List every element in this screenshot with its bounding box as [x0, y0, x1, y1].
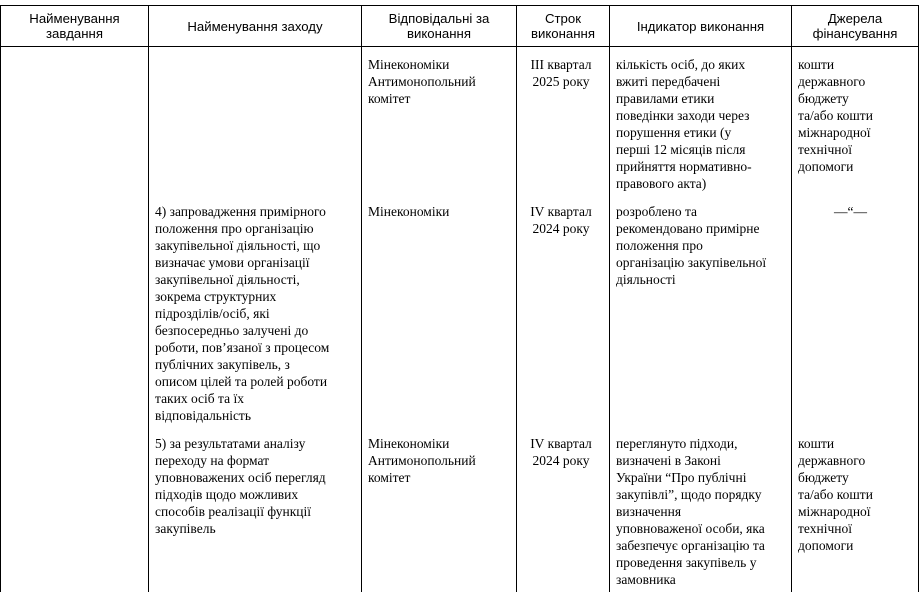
text-line: переходу на формат [155, 453, 269, 468]
text-line: кошти [798, 436, 835, 451]
text-line: діяльності [616, 272, 676, 287]
header-funding: Джерела фінансування [791, 5, 919, 47]
text-line: Мінекономіки [368, 204, 450, 219]
indicator-cell [616, 203, 766, 288]
text-line: допомоги [798, 538, 854, 553]
text-line: положення про [616, 238, 703, 253]
text-line: підходів щодо можливих [155, 487, 299, 502]
text-line: правового акта) [616, 176, 707, 191]
text-line: кількість осіб, до яких [616, 57, 746, 72]
funding-cell [798, 56, 873, 175]
text-line: бюджету [798, 470, 849, 485]
text-line: комітет [368, 470, 411, 485]
text-line: роботи, пов’язаної з процесом [155, 340, 330, 355]
deadline-cell [522, 203, 600, 237]
text-line: технічної [798, 142, 852, 157]
text-line: переглянуто підходи, [616, 436, 738, 451]
funding-cell-ditto [834, 203, 867, 220]
text-line: IV квартал [530, 436, 592, 451]
text-line: бюджету [798, 91, 849, 106]
text-line: 2024 року [532, 221, 590, 236]
text-line: правилами етики [616, 91, 715, 106]
text-line: публічних закупівель, з [155, 357, 290, 372]
text-line: Мінекономіки [368, 57, 450, 72]
text-line: 2025 року [532, 74, 590, 89]
text-line: 2024 року [532, 453, 590, 468]
text-line: забезпечує організацію та [616, 538, 765, 553]
column-divider [609, 47, 610, 592]
text-line: та/або кошти [798, 487, 873, 502]
text-line: розроблено та [616, 204, 697, 219]
text-line: вжиті передбачені [616, 74, 721, 89]
text-line: перші 12 місяців після [616, 142, 746, 157]
text-line: відповідальність [155, 408, 251, 423]
responsible-cell [368, 203, 449, 220]
text-line: та/або кошти [798, 108, 873, 123]
text-line: кошти [798, 57, 835, 72]
column-divider [148, 47, 149, 592]
column-divider [918, 47, 919, 592]
text-line: 4) запровадження примірного [155, 204, 326, 219]
text-line: міжнародної [798, 504, 871, 519]
text-line: підрозділів/осіб, які [155, 306, 270, 321]
text-line: закупівельної діяльності, [155, 272, 300, 287]
text-line: України “Про публічні [616, 470, 747, 485]
text-line: допомоги [798, 159, 854, 174]
text-line: державного [798, 453, 866, 468]
text-line: прийняття нормативно- [616, 159, 752, 174]
funding-cell [798, 435, 873, 554]
text-line: міжнародної [798, 125, 871, 140]
column-divider [791, 47, 792, 592]
text-line: закупівель [155, 521, 216, 536]
header-deadline: Строк виконання [516, 5, 609, 47]
text-line: Антимонопольний [368, 453, 476, 468]
text-line: визначає умови організації [155, 255, 310, 270]
text-line: закупівлі”, щодо порядку [616, 487, 762, 502]
text-line: визначені в Законі [616, 453, 721, 468]
text-line: положення про організацію [155, 221, 314, 236]
measure-cell [155, 435, 326, 537]
header-task-name: Найменування завдання [0, 5, 148, 47]
text-line: IV квартал [530, 204, 592, 219]
measure-cell [155, 203, 329, 424]
responsible-cell [368, 435, 476, 486]
deadline-cell [522, 435, 600, 469]
column-divider [516, 47, 517, 592]
text-line: 5) за результатами аналізу [155, 436, 306, 451]
indicator-cell [616, 56, 752, 192]
text-line: рекомендовано примірне [616, 221, 760, 236]
text-line: проведення закупівель у [616, 555, 757, 570]
deadline-cell [522, 56, 600, 90]
text-line: організацію закупівельної [616, 255, 767, 270]
header-indicator: Індикатор виконання [609, 5, 791, 47]
indicator-cell [616, 435, 765, 588]
text-line: визначення [616, 504, 682, 519]
ditto-mark: —“— [834, 204, 867, 219]
responsible-cell [368, 56, 476, 107]
header-responsible: Відповідальні за виконання [361, 5, 516, 47]
text-line: описом цілей та ролей роботи [155, 374, 328, 389]
column-divider [361, 47, 362, 592]
text-line: закупівельної діяльності, що [155, 238, 321, 253]
text-line: Мінекономіки [368, 436, 450, 451]
text-line: комітет [368, 91, 411, 106]
header-measure-name: Найменування заходу [148, 5, 361, 47]
text-line: поведінки заходи через [616, 108, 750, 123]
text-line: технічної [798, 521, 852, 536]
text-line: замовника [616, 572, 676, 587]
text-line: уповноважених осіб перегляд [155, 470, 326, 485]
text-line: Антимонопольний [368, 74, 476, 89]
column-divider [0, 47, 1, 592]
text-line: порушення етики (у [616, 125, 732, 140]
text-line: державного [798, 74, 866, 89]
text-line: зокрема структурних [155, 289, 277, 304]
text-line: безпосередньо залучені до [155, 323, 309, 338]
text-line: таких осіб та їх [155, 391, 244, 406]
text-line: способів реалізації функції [155, 504, 312, 519]
text-line: III квартал [530, 57, 592, 72]
text-line: уповноваженої особи, яка [616, 521, 765, 536]
